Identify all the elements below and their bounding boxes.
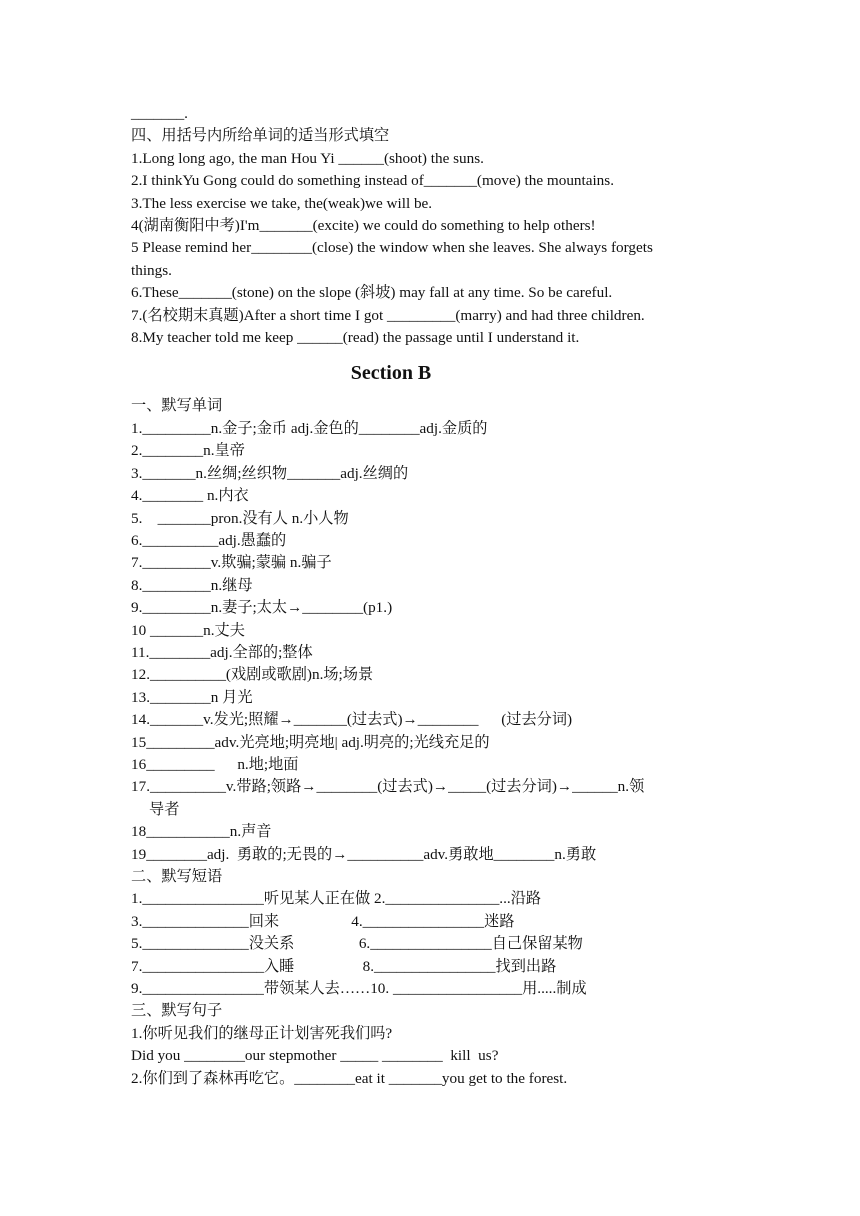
part4-item: 7.(名校期末真题)After a short time I got _________(marry) and had three children. [131,306,645,324]
phrase-row: 1.________________听见某人正在做 2._______________...沿路 [131,890,542,908]
phrase-row: 9.________________带领某人去……10. _________________用.....制成 [131,980,587,998]
part3-heading: 三、默写句子 [131,1002,223,1020]
vocab-item: 3._______n.丝绸;丝织物_______adj.丝绸的 [131,464,409,482]
vocab-item: 16_________ n.地;地面 [131,755,299,773]
part4-item: 1.Long long ago, the man Hou Yi ______(shoot) the suns. [131,149,484,167]
part4-item: 4(湖南衡阳中考)I'm_______(excite) we could do something to help others! [131,217,596,235]
vocab-item: 10 _______n.丈夫 [131,621,245,639]
sentence-item: 1.你听见我们的继母正计划害死我们吗? [131,1024,393,1042]
part4-item: 5 Please remind her________(close) the window when she leaves. She always forgets [131,239,653,257]
part4-item-continued: things. [131,261,172,279]
vocab-item: 14._______v.发光;照耀→_______(过去式)→________ (过去分词) [131,711,573,729]
vocab-item: 19________adj. 勇敢的;无畏的→__________adv.勇敢地________n.勇敢 [131,845,597,863]
part4-item: 3.The less exercise we take, the(weak)we will be. [131,194,433,212]
vocab-item: 1._________n.金子;金币 adj.金色的________adj.金质的 [131,419,488,437]
vocab-item: 8._________n.继母 [131,576,253,594]
section-title: Section B [350,362,432,385]
sentence-item: 2.你们到了森林再吃它。________eat it _______you get to the forest. [131,1069,568,1087]
phrase-row: 3.______________回来 4.________________迷路 [131,912,515,930]
vocab-item: 7._________v.欺骗;蒙骗 n.骗子 [131,554,332,572]
vocab-item: 11.________adj.全部的;整体 [131,643,313,661]
worksheet-page [131,103,741,1090]
vocab-item: 4.________ n.内衣 [131,487,249,505]
phrase-row: 5.______________没关系 6.________________自己保留某物 [131,935,583,953]
vocab-item: 18___________n.声音 [131,823,272,841]
phrase-row: 7.________________入睡 8.________________找到出路 [131,957,557,975]
part4-heading: 四、用括号内所给单词的适当形式填空 [131,127,390,145]
vocab-item: 6.__________adj.愚蠢的 [131,531,287,549]
vocab-item: 2.________n.皇帝 [131,442,245,460]
part4-item: 2.I thinkYu Gong could do something instead of_______(move) the mountains. [131,172,614,190]
sentence-item: Did you ________our stepmother _____ ________ kill us? [131,1047,499,1065]
part4-item: 6.These_______(stone) on the slope (斜坡) may fall at any time. So be careful. [131,284,613,302]
vocab-item: 13.________n 月光 [131,688,253,706]
vocab-item-continued: 导者 [149,800,180,818]
part1-heading: 一、默写单词 [131,397,223,415]
vocab-item: 12.__________(戏剧或歌剧)n.场;场景 [131,666,374,684]
part2-heading: 二、默写短语 [131,868,223,885]
vocab-item: 9._________n.妻子;太太→________(p1.) [131,599,393,617]
vocab-item: 15_________adv.光亮地;明亮地| adj.明亮的;光线充足的 [131,733,490,751]
vocab-item: 5. _______pron.没有人 n.小人物 [131,509,349,527]
top-answer-blank: _______. [131,105,188,122]
part4-item: 8.My teacher told me keep ______(read) the passage until I understand it. [131,329,580,347]
vocab-item: 17.__________v.带路;领路→________(过去式)→_____(过去分词)→______n.领 [131,778,645,796]
